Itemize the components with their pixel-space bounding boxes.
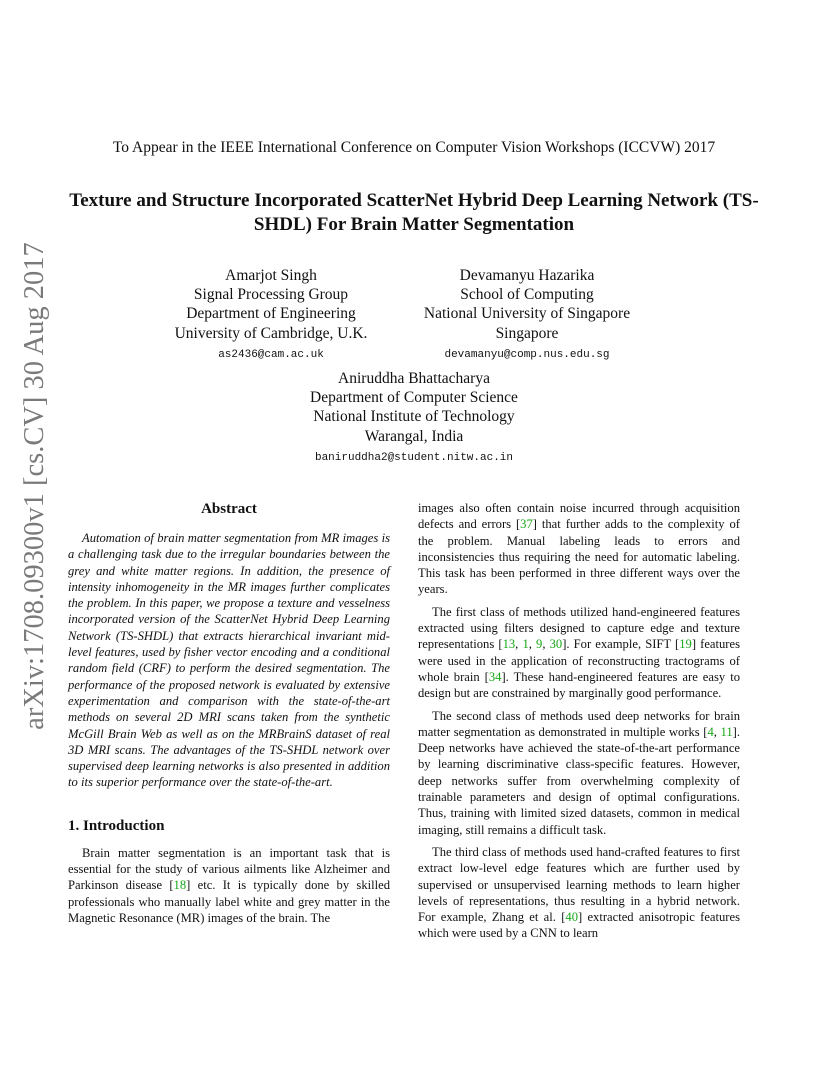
author-block-3	[274, 369, 554, 465]
text-run: ,	[528, 637, 537, 652]
body-paragraph	[418, 604, 740, 702]
text-run: ] etc. It is typically done by skilled professionals who manually label white and grey matter in the Magnetic Resonance (MR) images of the brain. The	[68, 878, 391, 925]
author-affiliation: National Institute of Technology	[313, 408, 515, 426]
author-affiliation: University of Cambridge, U.K.	[174, 324, 368, 342]
body-paragraph	[418, 844, 740, 942]
citation-link[interactable]: 9	[536, 637, 543, 652]
author-email[interactable]: as2436@cam.ac.uk	[218, 348, 324, 361]
author-name: Aniruddha Bhattacharya	[338, 370, 490, 387]
author-affiliation: Singapore	[495, 324, 559, 342]
text-run: ,	[515, 637, 523, 652]
citation-link[interactable]: 40	[565, 910, 578, 925]
abstract-text: Automation of brain matter segmentation from MR images is a challenging task due to the irregular boundaries between the grey and white matter regions. In addition, the presence of intensity inhomogeneity in the MR images further complicates the problem. In this paper, we propose a texture and vesselness incorporated version of the ScatterNet Hybrid Deep Learning Network (TS-SHDL) that extracts hierarchical invariant mid-level features, used by fisher vector encoding and a conditional random field (CRF) to perform the desired segmentation. The performance of the proposed network is evaluated by extensive experimentation and comparison with the state-of-the-art methods on several 2D MRI scans taken from the synthetic McGill Brain Web as well as on the MRBrainS dataset of real 3D MRI scans. The advantages of the TS-SHDL network over supervised deep learning networks is also presented in addition to its superior performance over the state-of-the-art.	[68, 531, 390, 790]
text-run: The second class of methods used deep networks for brain matter segmentation as demonstrated in multiple works [	[418, 708, 740, 739]
intro-paragraph	[68, 845, 390, 926]
section-heading-introduction: 1. Introduction	[68, 817, 165, 834]
citation-link[interactable]: 19	[679, 637, 692, 652]
abstract-heading: Abstract	[201, 501, 257, 517]
right-column	[418, 500, 740, 942]
author-affiliation: Warangal, India	[364, 427, 464, 445]
author-affiliation: School of Computing	[460, 286, 594, 304]
text-run: ] extracted anisotropic features which were used by a CNN to learn	[418, 910, 740, 941]
paper-title: Texture and Structure Incorporated ScatterNet Hybrid Deep Learning Network (TS-SHDL) For Brain Matter Segmentation	[69, 190, 759, 235]
text-run: images also often contain noise incurred through acquisition defects and errors [	[418, 501, 740, 532]
text-run: The third class of methods used hand-crafted features to first extract low-level edge features which are further used by supervised or unsupervised learning methods to learn higher levels of representations, thus resulting in a hybrid network. For example, Zhang et al. [	[418, 844, 740, 925]
author-name: Devamanyu Hazarika	[459, 267, 595, 284]
body-paragraph	[418, 500, 740, 598]
text-run: Brain matter segmentation is an important task that is essential for the study of various ailments like Alzheimer and Parkinson disease [	[68, 845, 390, 893]
author-block-1	[160, 266, 382, 362]
text-run: ] that further adds to the complexity of the problem. Manual labeling leads to errors and inconsistencies thus requiring the need for automatic labeling. This task has been performed in three different ways over the years.	[418, 517, 740, 597]
author-affiliation: Signal Processing Group	[193, 286, 349, 304]
citation-link[interactable]: 34	[488, 669, 502, 684]
author-email[interactable]: baniruddha2@student.nitw.ac.in	[314, 451, 514, 464]
text-run: The first class of methods utilized hand-engineered features extracted using filters designed to capture edge and texture representations [	[418, 604, 740, 652]
text-run: ,	[713, 724, 721, 739]
author-block-2	[412, 266, 642, 362]
citation-link[interactable]: 37	[520, 517, 533, 532]
text-run: ]. Deep networks have achieved the state-of-the-art performance by learning discriminative class-specific features. However, deep networks suffer from overwhelming complexity of trainable parameters and design of optimal configurations. Thus, training with limited sized datasets, common in medical imaging, still remains a difficult task.	[418, 724, 740, 837]
left-column	[68, 500, 390, 926]
citation-link[interactable]: 11	[720, 724, 733, 739]
author-affiliation: National University of Singapore	[423, 305, 631, 323]
citation-link[interactable]: 4	[707, 724, 714, 739]
citation-link[interactable]: 13	[502, 637, 516, 652]
author-affiliation: Department of Computer Science	[310, 389, 518, 407]
text-run: ] features were used in the application of reconstructing tractograms of whole brain [	[418, 637, 740, 684]
citation-link[interactable]: 18	[173, 878, 187, 893]
author-affiliation: Department of Engineering	[186, 305, 356, 323]
author-email[interactable]: devamanyu@comp.nus.edu.sg	[444, 348, 610, 361]
body-paragraph	[418, 708, 740, 838]
text-run: ]. These hand-engineered features are easy to design but are constrained by marginally good performance.	[418, 669, 740, 701]
arxiv-identifier-stamp[interactable]: arXiv:1708.09300v1 [cs.CV] 30 Aug 2017	[19, 242, 50, 730]
venue-line: To Appear in the IEEE International Conference on Computer Vision Workshops (ICCVW) 2017	[112, 139, 716, 156]
author-name: Amarjot Singh	[225, 267, 317, 284]
citation-link[interactable]: 30	[549, 637, 563, 652]
text-run: ]. For example, SIFT [	[562, 637, 680, 652]
text-run: ,	[542, 637, 550, 652]
citation-link[interactable]: 1	[522, 637, 529, 652]
